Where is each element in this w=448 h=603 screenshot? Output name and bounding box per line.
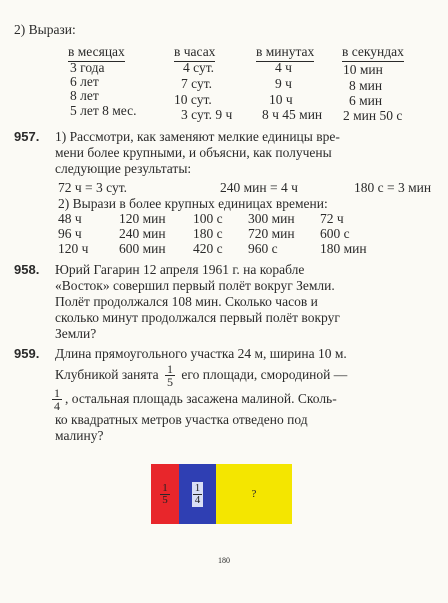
grid-0-4: 72 ч [320, 211, 344, 226]
fraction-denominator: 5 [167, 375, 174, 390]
task-958-line-1: Юрий Гагарин 12 апреля 1961 г. на корабле [55, 262, 305, 277]
grid-1-3: 720 мин [248, 226, 295, 241]
grid-1-1: 240 мин [119, 226, 166, 241]
task-957-example-3: 180 с = 3 мин [354, 180, 432, 195]
header-hours: в часах [174, 44, 215, 62]
diagram-red-part [151, 464, 179, 524]
cell-hours-0: 4 сут. [183, 60, 214, 75]
diagram-red-fraction [160, 483, 170, 506]
task-957-line-3: следующие результаты: [55, 161, 192, 176]
grid-0-3: 300 мин [248, 211, 295, 226]
task-959-line-2-a: Клубникой занята [55, 367, 159, 382]
header-seconds: в секундах [342, 44, 404, 62]
page-number: 180 [218, 556, 230, 565]
task-959-line-5: малину? [55, 428, 104, 443]
fraction-denominator: 4 [194, 493, 201, 506]
task-959-line-3 [52, 386, 337, 412]
grid-0-2: 100 с [193, 211, 223, 226]
cell-hours-2: 10 сут. [174, 92, 212, 107]
task-959-line-2-b: его площади, смородиной — [181, 367, 348, 382]
grid-0-0: 48 ч [58, 211, 82, 226]
fraction-numerator: 1 [54, 386, 60, 401]
fraction-one-fourth [52, 387, 62, 412]
cell-minutes-1: 9 ч [275, 76, 292, 91]
cell-seconds-1: 8 мин [349, 78, 383, 93]
cell-minutes-3: 8 ч 45 мин [262, 107, 323, 122]
cell-seconds-0: 10 мин [343, 62, 383, 77]
fraction-numerator: 1 [167, 362, 174, 377]
grid-1-0: 96 ч [58, 226, 82, 241]
fraction-denominator: 4 [54, 399, 60, 414]
grid-2-2: 420 с [193, 241, 223, 256]
task-957-example-2: 240 мин = 4 ч [220, 180, 298, 195]
fraction-numerator: 1 [194, 481, 201, 494]
task-957-example-1: 72 ч = 3 сут. [58, 180, 127, 195]
fraction-numerator: 1 [162, 481, 168, 494]
cell-seconds-2: 6 мин [349, 93, 383, 108]
diagram-unknown-label: ? [251, 488, 257, 500]
diagram-blue-part [179, 464, 216, 524]
task-958-line-2: «Восток» совершил первый полёт вокруг Земли. [55, 278, 335, 293]
task-957-line-1: 1) Рассмотри, как заменяют мелкие единицы вре- [55, 129, 340, 144]
header-minutes: в минутах [256, 44, 314, 62]
task-957-number: 957. [14, 129, 40, 144]
cell-seconds-3: 2 мин 50 с [343, 108, 403, 123]
cell-minutes-0: 4 ч [275, 60, 292, 75]
grid-1-2: 180 с [193, 226, 223, 241]
cell-months-2: 8 лет [70, 88, 99, 103]
task-959-line-1: Длина прямоугольного участка 24 м, ширина 10 м. [55, 346, 347, 361]
cell-minutes-2: 10 ч [269, 92, 293, 107]
task-958-number: 958. [14, 262, 40, 277]
task-958-line-3: Полёт продолжался 108 мин. Сколько часов и [55, 294, 318, 309]
diagram-blue-fraction [192, 482, 204, 507]
task-958-line-5: Земли? [55, 326, 97, 341]
grid-2-4: 180 мин [320, 241, 367, 256]
grid-0-1: 120 мин [119, 211, 166, 226]
fraction-denominator: 5 [162, 493, 168, 506]
grid-2-1: 600 мин [119, 241, 166, 256]
diagram-yellow-part [216, 464, 292, 524]
grid-2-3: 960 с [248, 241, 278, 256]
cell-months-1: 6 лет [70, 74, 99, 89]
cell-hours-1: 7 сут. [181, 76, 212, 91]
task-959-line-4: ко квадратных метров участка отведено под [55, 412, 308, 427]
task-959-number: 959. [14, 346, 40, 361]
cell-months-3: 5 лет 8 мес. [70, 103, 137, 118]
section-title: 2) Вырази: [14, 22, 76, 37]
fraction-one-fifth [165, 363, 175, 388]
grid-2-0: 120 ч [58, 241, 89, 256]
header-months: в месяцах [68, 44, 125, 62]
cell-months-0: 3 года [70, 60, 105, 75]
task-958-line-4: сколько минут продолжался первый полёт вокруг [55, 310, 340, 325]
grid-1-4: 600 с [320, 226, 350, 241]
task-957-part2: 2) Вырази в более крупных единицах времени: [58, 196, 328, 211]
task-959-line-2 [55, 362, 347, 388]
task-957-line-2: мени более крупными, и объясни, как получены [55, 145, 332, 160]
cell-hours-3: 3 сут. 9 ч [181, 107, 233, 122]
task-959-line-3-text: , остальная площадь засажена малиной. Сколь- [65, 391, 337, 406]
